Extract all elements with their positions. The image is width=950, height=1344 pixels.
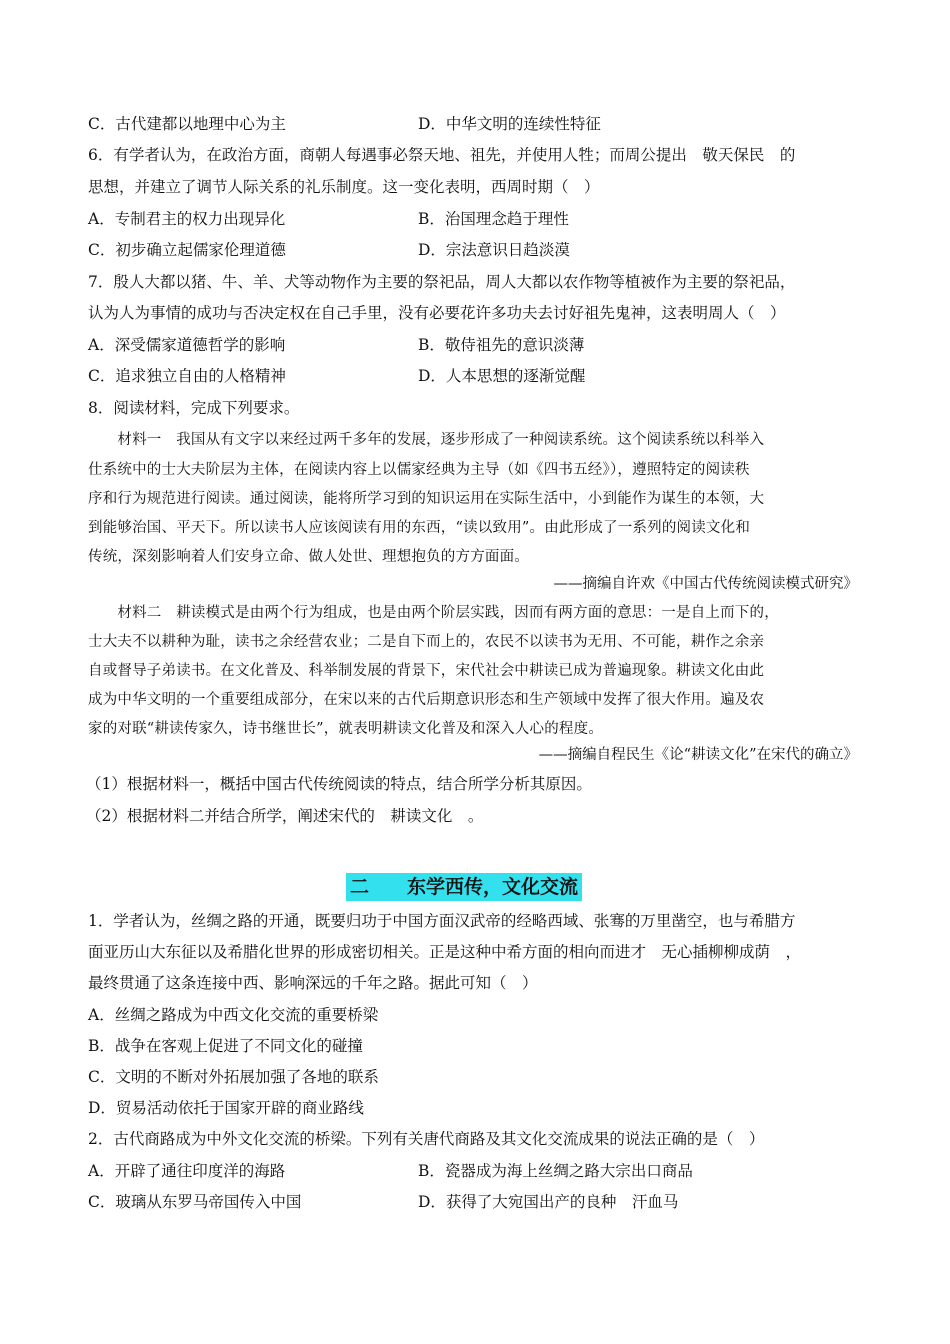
q8-material2-line-4: 成为中华文明的一个重要组成部分，在宋以来的古代后期意识形态和生产领域中发挥了很大作用。遍及农 — [88, 692, 765, 708]
s2-q1-option-b: B．战争在客观上促进了不同文化的碰撞 — [88, 1037, 363, 1055]
q8-material1-line-5: 传统，深刻影响着人们安身立命、做人处世、理想抱负的方方面面。 — [88, 549, 529, 565]
s2-q1-option-d: D．贸易活动依托于国家开辟的商业路线 — [88, 1099, 364, 1117]
q8-sub-question-1: （1）根据材料一，概括中国古代传统阅读的特点，结合所学分析其原因。 — [86, 775, 592, 793]
q7-option-c: C．追求独立自由的人格精神 — [88, 367, 286, 385]
q6-option-d: D．宗法意识日趋淡漠 — [418, 241, 570, 259]
q7-option-d: D．人本思想的逐渐觉醒 — [418, 367, 586, 385]
s2-q1-stem-line-2: 面亚历山大东征以及希腊化世界的形成密切相关。正是这种中希方面的相向而进才 无心插柳柳成荫 ， — [88, 943, 802, 961]
q8-material1-line-3: 序和行为规范进行阅读。通过阅读，能将所学习到的知识运用在实际生活中，小到能作为谋生的本领，大 — [88, 491, 765, 507]
s2-q2-option-a: A．开辟了通往印度洋的海路 — [88, 1162, 286, 1180]
q7-option-a: A．深受儒家道德哲学的影响 — [88, 336, 286, 354]
q8-material1-line-2: 仕系统中的士大夫阶层为主体，在阅读内容上以儒家经典为主导（如《四书五经》），遵照特定的阅读秩 — [88, 462, 750, 478]
q6-option-a: A．专制君主的权力出现异化 — [88, 210, 286, 228]
q8-material2-line-3: 自或督导子弟读书。在文化普及、科举制发展的背景下，宋代社会中耕读已成为普遍现象。耕读文化由此 — [88, 663, 765, 679]
s2-q2-option-c: C．玻璃从东罗马帝国传入中国 — [88, 1193, 302, 1211]
q8-sub-question-2: （2）根据材料二并结合所学，阐述宋代的 耕读文化 。 — [86, 807, 484, 825]
q7-option-b: B．敬侍祖先的意识淡薄 — [418, 336, 585, 354]
q7-stem-line-2: 认为人为事情的成功与否决定权在自己手里，没有必要花许多功夫去讨好祖先鬼神，这表明周人（ ） — [88, 304, 786, 322]
s2-q2-option-b: B．瓷器成为海上丝绸之路大宗出口商品 — [418, 1162, 693, 1180]
q8-source-2: ——摘编自程民生《论“耕读文化”在宋代的确立》 — [538, 747, 858, 763]
q6-option-c: C．初步确立起儒家伦理道德 — [88, 241, 286, 259]
s2-q1-option-a: A．丝绸之路成为中西文化交流的重要桥梁 — [88, 1006, 379, 1024]
section-title: 二 东学西传，文化交流 — [346, 873, 582, 901]
q8-source-1: ——摘编自许欢《中国古代传统阅读模式研究》 — [553, 576, 858, 592]
s2-q1-option-c: C．文明的不断对外拓展加强了各地的联系 — [88, 1068, 379, 1086]
q7-stem-line-1: 7．殷人大都以猪、牛、羊、犬等动物作为主要的祭祀品，周人大都以农作物等植被作为主要的祭祀品， — [88, 273, 796, 291]
q8-material2-line-2: 士大夫不以耕种为耻，读书之余经营农业；二是自下而上的，农民不以读书为无用、不可能，耕作之余亲 — [88, 634, 765, 650]
s2-q2-option-d: D．获得了大宛国出产的良种 汗血马 — [418, 1193, 679, 1211]
s2-q1-stem-line-1: 1．学者认为，丝绸之路的开通，既要归功于中国方面汉武帝的经略西域、张骞的万里凿空，也与希腊方 — [88, 912, 796, 930]
s2-q2-stem: 2．古代商路成为中外文化交流的桥梁。下列有关唐代商路及其文化交流成果的说法正确的是（ ） — [88, 1130, 765, 1148]
q8-material2-line-1: 材料二 耕读模式是由两个行为组成，也是由两个阶层实践，因而有两方面的意思：一是自上而下的， — [88, 605, 779, 621]
q6-stem-line-2: 思想，并建立了调节人际关系的礼乐制度。这一变化表明，西周时期（ ） — [88, 178, 600, 196]
q5-option-d: D．中华文明的连续性特征 — [418, 115, 601, 133]
s2-q1-stem-line-3: 最终贯通了这条连接中西、影响深远的千年之路。据此可知（ ） — [88, 974, 538, 992]
q6-option-b: B．治国理念趋于理性 — [418, 210, 569, 228]
q6-stem-line-1: 6．有学者认为，在政治方面，商朝人每遇事必祭天地、祖先，并使用人牲；而周公提出 敬天保民 的 — [88, 146, 796, 164]
q8-material1-line-4: 到能够治国、平天下。所以读书人应该阅读有用的东西，“读以致用”。由此形成了一系列的阅读文化和 — [88, 520, 751, 536]
q8-stem: 8．阅读材料，完成下列要求。 — [88, 399, 300, 417]
q5-option-c: C．古代建都以地理中心为主 — [88, 115, 286, 133]
q8-material2-line-5: 家的对联“耕读传家久，诗书继世长”，就表明耕读文化普及和深入人心的程度。 — [88, 721, 604, 737]
q8-material1-line-1: 材料一 我国从有文字以来经过两千多年的发展，逐步形成了一种阅读系统。这个阅读系统以科举入 — [88, 432, 765, 448]
